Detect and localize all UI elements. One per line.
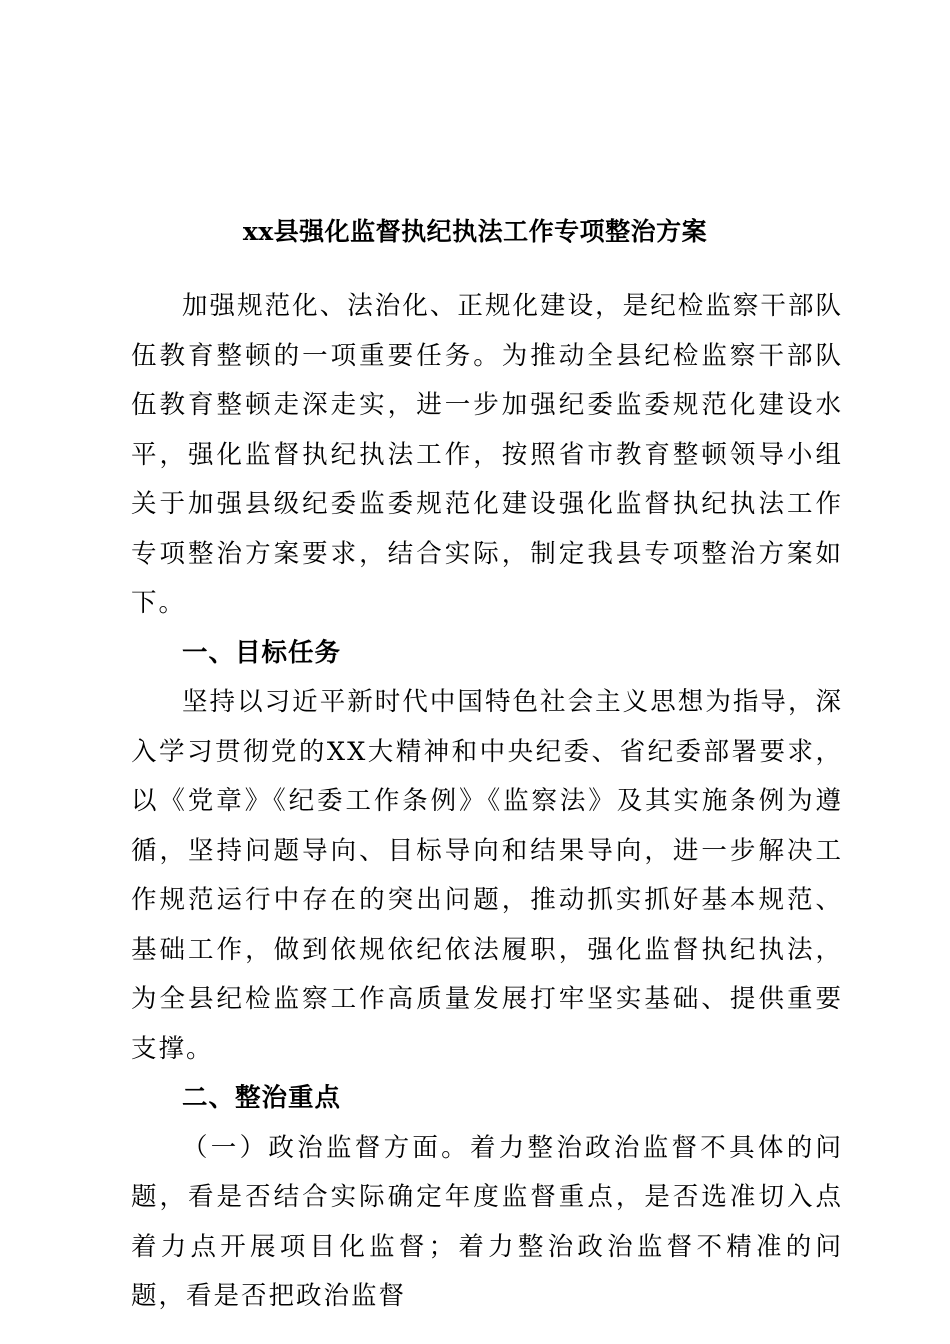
section-heading-focus: 二、整治重点 <box>182 1083 342 1113</box>
section-heading-goals: 一、目标任务 <box>182 637 342 668</box>
document-title: xx县强化监督执纪执法工作专项整治方案 <box>242 217 708 246</box>
goals-paragraph: 坚持以习近平新时代中国特色社会主义思想为指导，深入学习贯彻党的XX大精神和中央纪委、省纪委部署要求，以《党章》《纪委工作条例》《监察法》及其实施条例为遵循，坚持问题导向、目标导向和结果导向，进一步解决工作规范运行中存在的突出问题，推动抓实抓好基本规范、基础工作，做到依规依纪依法履职，强化监督执纪执法，为全县纪检监察工作高质量发展打牢坚实基础、提供重要支撑。 <box>131 687 843 1064</box>
intro-paragraph: 加强规范化、法治化、正规化建设，是纪检监察干部队伍教育整顿的一项重要任务。为推动全县纪检监察干部队伍教育整顿走深走实，进一步加强纪委监委规范化建设水平，强化监督执纪执法工作，按照省市教育整顿领导小组关于加强县级纪委监委规范化建设强化监督执纪执法工作专项整治方案要求，结合实际，制定我县专项整治方案如下。 <box>131 291 843 618</box>
document-body <box>131 282 843 1322</box>
focus-item-political-supervision: （一）政治监督方面。着力整治政治监督不具体的问题，看是否结合实际确定年度监督重点，是否选准切入点着力点开展项目化监督；着力整治政治监督不精准的问题，看是否把政治监督 <box>131 1132 843 1311</box>
